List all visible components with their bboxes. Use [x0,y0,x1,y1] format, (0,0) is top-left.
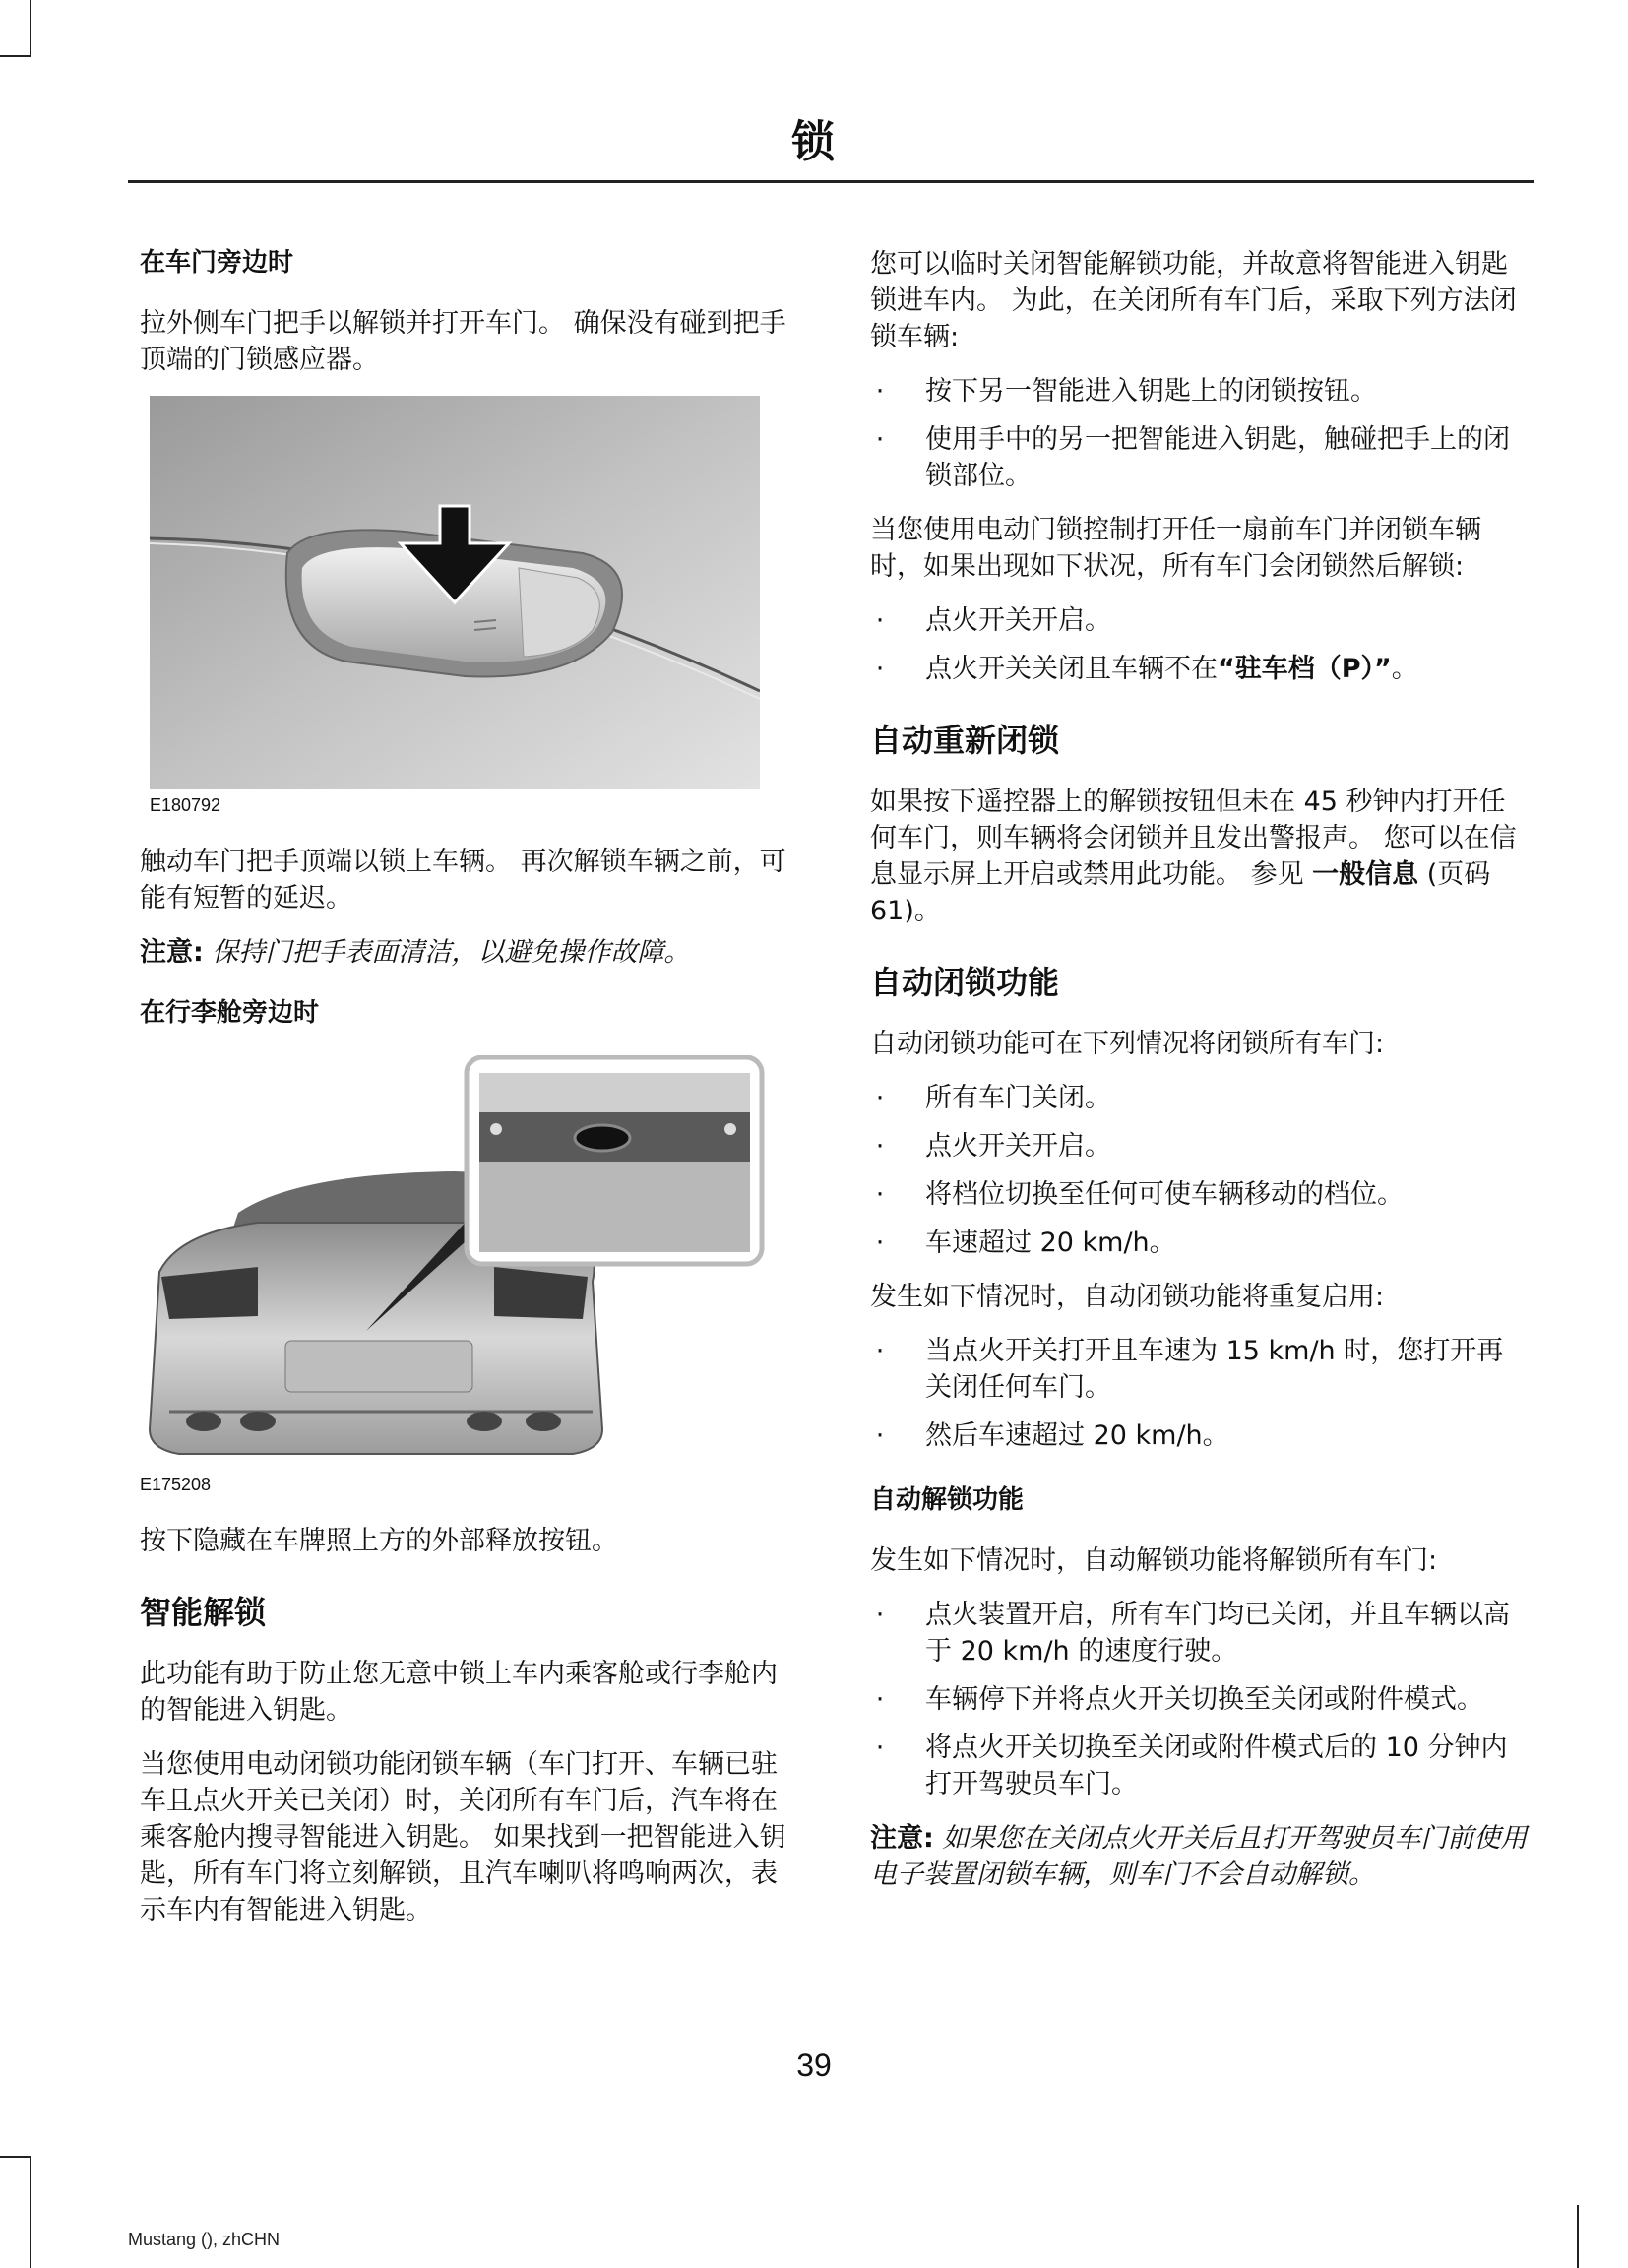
trunk-release-figure [140,1055,799,1495]
door-handle-figure [150,396,799,816]
list-item: · 当点火开关打开且车速为 15 km/h 时，您打开再关闭任何车门。 [875,1336,1504,1403]
bullet-list [870,1080,1530,1261]
list-item-text: 按下另一智能进入钥匙上的闭锁按钮。 [925,376,1377,407]
list-item-text: 车辆停下并将点火开关切换至关闭或附件模式。 [925,1684,1483,1715]
list-item: · 车速超过 20 km/h。 [875,1228,1176,1258]
cross-reference-link[interactable]: 一般信息 [1312,859,1419,890]
park-gear-term: “驻车档（P）” [1218,654,1392,684]
list-item: · 将档位切换至任何可使车辆移动的档位。 [875,1179,1404,1210]
paragraph [870,784,1530,929]
list-item: · 点火开关开启。 [875,605,1111,636]
note-text: 如果您在关闭点火开关后且打开驾驶员车门前使用电子装置闭锁车辆，则车门不会自动解锁。 [870,1823,1528,1890]
crop-mark [30,0,31,57]
crop-mark [30,2156,31,2268]
left-column [140,246,799,1946]
trunk-release-illustration [140,1055,789,1469]
paragraph-text: 如果按下遥控器上的解锁按钮但未在 45 秒钟内打开任何车门，则车辆将会闭锁并且发出警报声。 您可以在信息显示屏上开启或禁用此功能。 参见 [870,787,1517,890]
list-item: · 点火开关关闭且车辆不在“驻车档（P）”。 [875,654,1418,684]
list-item-suffix: 。 [1391,654,1418,684]
list-item: · 点火装置开启，所有车门均已关闭，并且车辆以高于 20 km/h 的速度行驶。 [875,1600,1510,1667]
note-label: 注意: [870,1823,934,1854]
list-item-text: 点火开关开启。 [925,1131,1111,1162]
heading-auto-relock: 自动重新闭锁 [870,722,1060,759]
note [140,934,799,971]
list-item-text: 车速超过 20 km/h。 [925,1228,1176,1258]
list-item-text: 点火开关开启。 [925,605,1111,636]
note-label: 注意: [140,937,204,968]
list-item: · 将点火开关切换至关闭或附件模式后的 10 分钟内打开驾驶员车门。 [875,1732,1508,1799]
list-item: · 按下另一智能进入钥匙上的闭锁按钮。 [875,376,1377,407]
paragraph: 触动车门把手顶端以锁上车辆。 再次解锁车辆之前，可能有短暂的延迟。 [140,847,786,914]
list-item: · 所有车门关闭。 [875,1083,1111,1113]
heading-at-trunk: 在行李舱旁边时 [140,998,320,1028]
paragraph: 当您使用电动闭锁功能闭锁车辆（车门打开、车辆已驻车且点火开关已关闭）时，关闭所有车门后，汽车将在乘客舱内搜寻智能进入钥匙。 如果找到一把智能进入钥匙，所有车门将立刻解锁，且汽车喇叭将鸣响两次，表示车内有智能进入钥匙。 [140,1749,786,1925]
list-item: · 使用手中的另一把智能进入钥匙，触碰把手上的闭锁部位。 [875,424,1510,491]
bullet-list [870,1333,1530,1454]
list-item-text: 将档位切换至任何可使车辆移动的档位。 [925,1179,1404,1210]
document-id: Mustang (), zhCHN [128,2230,281,2249]
list-item-text: 点火开关关闭且车辆不在 [925,654,1218,684]
title-divider [128,180,1534,183]
paragraph: 当您使用电动门锁控制打开任一扇前车门并闭锁车辆时，如果出现如下状况，所有车门会闭锁然后解锁: [870,515,1481,582]
page-title: 锁 [791,117,837,167]
list-item: · 然后车速超过 20 km/h。 [875,1420,1229,1451]
list-item-text: 所有车门关闭。 [925,1083,1111,1113]
heading-at-door: 在车门旁边时 [140,248,294,278]
paragraph: 自动闭锁功能可在下列情况将闭锁所有车门: [870,1029,1385,1059]
list-item: · 车辆停下并将点火开关切换至关闭或附件模式。 [875,1684,1483,1715]
page-number: 39 [796,2048,832,2083]
right-column [870,246,1530,1919]
bullet-list [870,1597,1530,1802]
paragraph: 按下隐藏在车牌照上方的外部释放按钮。 [140,1526,618,1556]
paragraph: 拉外侧车门把手以解锁并打开车门。 确保没有碰到把手顶端的门锁感应器。 [140,308,786,375]
heading-auto-lock: 自动闭锁功能 [870,964,1060,1001]
figure-code: E175208 [140,1475,212,1494]
list-item: · 点火开关开启。 [875,1131,1111,1162]
crop-mark [1577,2205,1579,2268]
list-item-text: 然后车速超过 20 km/h。 [925,1420,1229,1451]
list-item-text: 点火装置开启，所有车门均已关闭，并且车辆以高于 20 km/h 的速度行驶。 [925,1600,1510,1667]
paragraph: 此功能有助于防止您无意中锁上车内乘客舱或行李舱内的智能进入钥匙。 [140,1659,778,1726]
paragraph: 发生如下情况时，自动闭锁功能将重复启用: [870,1282,1385,1312]
list-item-text: 使用手中的另一把智能进入钥匙，触碰把手上的闭锁部位。 [925,424,1510,491]
note [870,1820,1530,1893]
crop-mark [0,55,31,57]
bullet-list [870,602,1530,687]
paragraph: 发生如下情况时，自动解锁功能将解锁所有车门: [870,1545,1438,1576]
crop-mark [0,2156,31,2158]
heading-auto-unlock: 自动解锁功能 [870,1485,1025,1515]
paragraph: 您可以临时关闭智能解锁功能，并故意将智能进入钥匙锁进车内。 为此，在关闭所有车门后，采取下列方法闭锁车辆: [870,249,1517,352]
figure-code: E180792 [150,795,221,815]
paragraph-text: (页码 61)。 [870,859,1491,926]
bullet-list [870,373,1530,494]
heading-smart-unlock: 智能解锁 [140,1594,267,1631]
door-handle-illustration [150,396,760,789]
note-text: 保持门把手表面清洁，以避免操作故障。 [203,937,691,968]
list-item-text: 当点火开关打开且车速为 15 km/h 时，您打开再关闭任何车门。 [925,1336,1504,1403]
list-item-text: 将点火开关切换至关闭或附件模式后的 10 分钟内打开驾驶员车门。 [925,1732,1508,1799]
